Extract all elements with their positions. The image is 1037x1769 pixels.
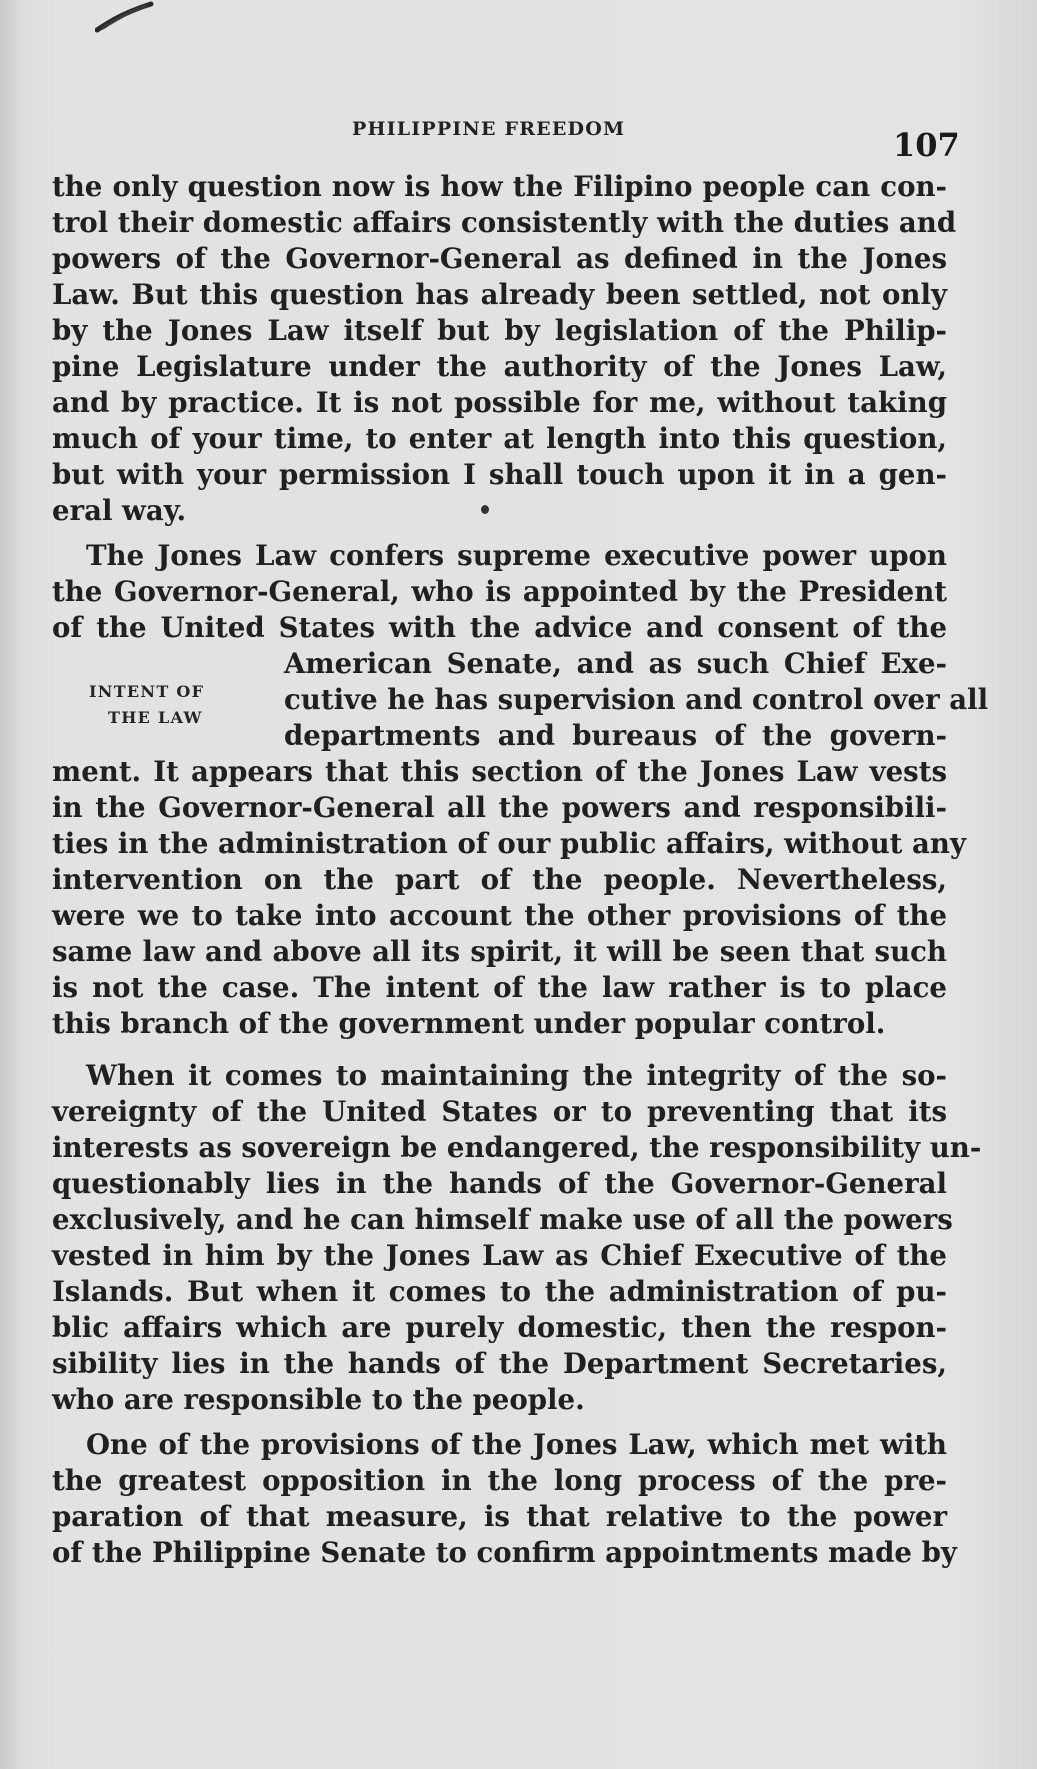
text-line: exclusively, and he can himself make use of all the powers bbox=[52, 1203, 953, 1236]
text-line: same law and above all its spirit, it will be seen that such bbox=[52, 935, 947, 968]
text-line: questionably lies in the hands of the Governor-General bbox=[52, 1167, 947, 1200]
text-line: by the Jones Law itself but by legislation of the Philip- bbox=[52, 314, 947, 347]
text-line: cutive he has supervision and control over all bbox=[284, 683, 989, 716]
text-line: blic affairs which are purely domestic, then the respon- bbox=[52, 1311, 947, 1344]
text-line: interests as sovereign be endangered, the responsibility un- bbox=[52, 1131, 982, 1164]
text-line: of the United States with the advice and consent of the bbox=[52, 611, 947, 644]
text-line: powers of the Governor-General as defined in the Jones bbox=[52, 242, 947, 275]
text-line: ment. It appears that this section of the Jones Law vests bbox=[52, 755, 947, 788]
margin-note-line-1: INTENT OF bbox=[89, 682, 205, 701]
text-line: paration of that measure, is that relative to the power bbox=[52, 1500, 947, 1533]
ink-speck bbox=[481, 505, 489, 514]
page-number: 107 bbox=[893, 126, 960, 164]
text-line: but with your permission I shall touch upon it in a gen- bbox=[52, 458, 947, 491]
running-header-title: PHILIPPINE FREEDOM bbox=[352, 118, 626, 140]
text-line: pine Legislature under the authority of the Jones Law, bbox=[52, 350, 947, 383]
text-line: of the Philippine Senate to confirm appointments made by bbox=[52, 1536, 957, 1569]
text-line: and by practice. It is not possible for me, without taking bbox=[52, 386, 947, 419]
text-line: sibility lies in the hands of the Department Secretaries, bbox=[52, 1347, 947, 1380]
text-line: departments and bureaus of the govern- bbox=[284, 719, 947, 752]
text-line: Islands. But when it comes to the administration of pu- bbox=[52, 1275, 947, 1308]
text-line: much of your time, to enter at length into this question, bbox=[52, 422, 947, 455]
text-line: this branch of the government under popular control. bbox=[52, 1007, 886, 1040]
margin-note-line-2: THE LAW bbox=[108, 708, 203, 727]
text-line: vested in him by the Jones Law as Chief Executive of the bbox=[52, 1239, 947, 1272]
text-line: were we to take into account the other provisions of the bbox=[52, 899, 947, 932]
text-line: the greatest opposition in the long process of the pre- bbox=[52, 1464, 947, 1497]
text-line: intervention on the part of the people. Nevertheless, bbox=[52, 863, 947, 896]
text-line: ties in the administration of our public affairs, without any bbox=[52, 827, 966, 860]
text-line: the only question now is how the Filipino people can con- bbox=[52, 170, 947, 203]
paragraph-first-line: The Jones Law confers supreme executive power upon bbox=[86, 539, 947, 572]
text-line: in the Governor-General all the powers and responsibili- bbox=[52, 791, 947, 824]
text-line: the Governor-General, who is appointed by the President bbox=[52, 575, 947, 608]
text-line: vereignty of the United States or to preventing that its bbox=[52, 1095, 947, 1128]
text-line: eral way. bbox=[52, 494, 187, 527]
text-line: who are responsible to the people. bbox=[52, 1383, 585, 1416]
text-line: Law. But this question has already been settled, not only bbox=[52, 278, 947, 311]
paragraph-first-line: When it comes to maintaining the integrity of the so- bbox=[86, 1059, 947, 1092]
text-line: American Senate, and as such Chief Exe- bbox=[284, 647, 947, 680]
text-line: is not the case. The intent of the law rather is to place bbox=[52, 971, 947, 1004]
pen-stroke-mark bbox=[95, 0, 155, 34]
paragraph-first-line: One of the provisions of the Jones Law, which met with bbox=[86, 1428, 947, 1461]
text-line: trol their domestic affairs consistently with the duties and bbox=[52, 206, 957, 239]
